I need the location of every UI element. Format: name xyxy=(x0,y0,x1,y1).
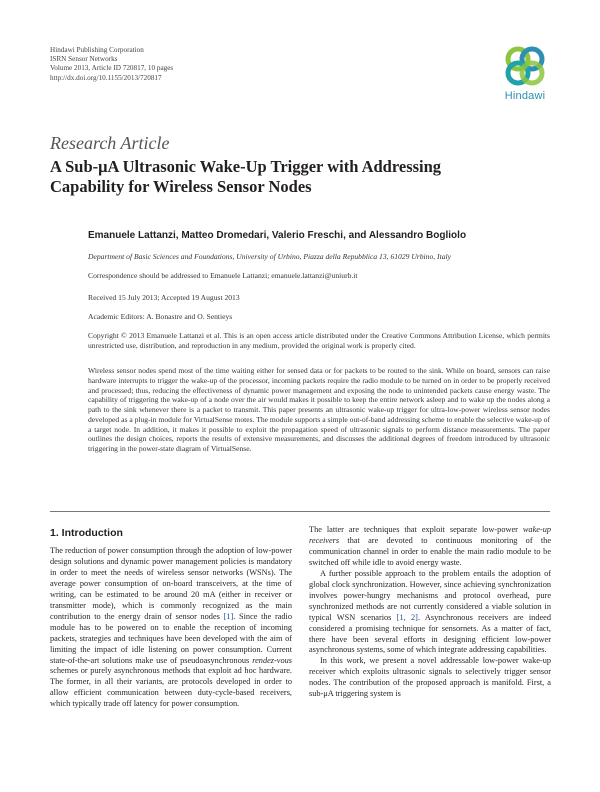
article-type: Research Article xyxy=(50,133,170,153)
citation-link[interactable]: [1, 2] xyxy=(396,612,418,622)
publisher-name: Hindawi Publishing Corporation xyxy=(50,46,144,54)
body-column-left xyxy=(50,546,292,710)
received-accepted-dates: Received 15 July 2013; Accepted 19 August 2013 xyxy=(88,293,240,302)
text-span: The reduction of power consumption through the adoption of low-power design solutions and dynamic power management policies is mandatory in order to meet the needs of wireless sensor networks (WSNs). The average power consumption of on-board transceivers, at the time of writing, can be estimated to be around 20 mA (either in receiver or transmitter mode), which is commonly recognized as the main contribution to the energy drain of sensor nodes xyxy=(50,546,292,621)
intro-paragraph-1 xyxy=(50,546,292,710)
author-list: Emanuele Lattanzi, Matteo Dromedari, Valerio Freschi, and Alessandro Bogliolo xyxy=(88,230,467,241)
emphasis-span: rendez-vous xyxy=(252,655,292,665)
paper-title xyxy=(50,157,520,197)
volume-line: Volume 2013, Article ID 720817, 10 pages xyxy=(50,64,174,73)
affiliation: Department of Basic Sciences and Foundations, University of Urbino, Piazza della Repubblica 13, 61029 Urbino, Italy xyxy=(88,252,451,261)
intro-paragraph-3: In this work, we present a novel addressable low-power wake-up receiver which exploits ultrasonic signals to selectively trigger sensor nodes. The contribution of the proposed approach is manifold. First, a sub-μA triggering system is xyxy=(309,656,551,699)
correspondence: Correspondence should be addressed to Emanuele Lattanzi; emanuele.lattanzi@uniurb.it xyxy=(88,271,358,280)
intro-paragraph-continued xyxy=(309,525,551,569)
academic-editors: Academic Editors: A. Bonastre and O. Sentieys xyxy=(88,312,233,321)
title-line-1: A Sub-μA Ultrasonic Wake-Up Trigger with Addressing xyxy=(50,157,442,176)
copyright-notice: Copyright © 2013 Emanuele Lattanzi et al. This is an open access article distributed under the Creative Commons Attribution License, which permits unrestricted use, distribution, and reproduction in any medium, provided the original work is properly cited. xyxy=(88,331,550,350)
title-line-2: Capability for Wireless Sensor Nodes xyxy=(50,177,312,196)
intro-paragraph-2 xyxy=(309,569,551,657)
body-column-right xyxy=(309,525,551,700)
text-span: schemes or purely asynchronous methods that exploit ad hoc hardware. The former, in all their variants, are protocols developed in order to allow efficient communication between duty-cycle-based receivers, which typically trade off latency for power consumption. xyxy=(50,666,292,709)
section-divider xyxy=(50,511,550,512)
publication-info xyxy=(50,46,173,83)
hindawi-logo-text: Hindawi xyxy=(504,90,546,102)
emphasis-span: wake-up receivers xyxy=(309,525,551,545)
text-span: that are devoted to continuous monitoring of the communication channel in order to enable the main radio module to be switched off while idle to avoid energy waste. xyxy=(309,535,551,567)
text-span: The latter are techniques that exploit separate low-power xyxy=(309,525,523,534)
text-span: . Asynchronous receivers are indeed considered a promising technique for sensornets. As a matter of fact, there have been several efforts in designing efficient low-power asynchronous systems, some of which integrate addressing capabilities. xyxy=(309,612,551,655)
journal-name: ISRN Sensor Networks xyxy=(50,55,118,64)
section-heading-introduction: 1. Introduction xyxy=(50,527,123,539)
abstract: Wireless sensor nodes spend most of the time waiting either for sensed data or for packets to be routed to the sink. While on board, sensors can raise hardware interrupts to trigger the wake-up of the processor, incoming packets require the radio module to be turned on in order to be properly received and processed; thus, reducing the effectiveness of dynamic power management and exposing the node to unintended packets cause energy waste. The capability of triggering the wake-up of a node over the air would makes it possible to keep the entire network asleep and to wake up the nodes along a path to the sink whenever there is a packet to transmit. This paper presents an ultrasonic wake-up trigger for ultra-low-power wireless sensor nodes developed as a plug-in module for VirtualSense motes. The module supports a simple out-of-band addressing scheme to enable the selective wake-up of a target node. In addition, it makes it possible to exploit the propagation speed of ultrasonic signals to perform distance measurements. The paper outlines the design choices, reports the results of extensive measurements, and discusses the additional degrees of freedom introduced by ultrasonic triggering in the power-state diagram of VirtualSense. xyxy=(88,366,550,453)
text-span: . Since the radio module has to be powered on to enable the reception of incoming packets, strategies and techniques have been developed with the aim of limiting the impact of idle listening on power consumption. Current state-of-the-art solutions make use of pseudoasynchronous xyxy=(50,611,292,665)
text-span: A further possible approach to the problem entails the adoption of global clock synchronization. However, since achieving synchronization involves power-hungry mechanisms and protocol overhead, pure synchronized methods are not currently considered a viable solution in typical WSN scenarios xyxy=(309,568,551,622)
doi-link[interactable]: http://dx.doi.org/10.1155/2013/720817 xyxy=(50,73,162,82)
citation-link[interactable]: [1] xyxy=(223,611,234,621)
